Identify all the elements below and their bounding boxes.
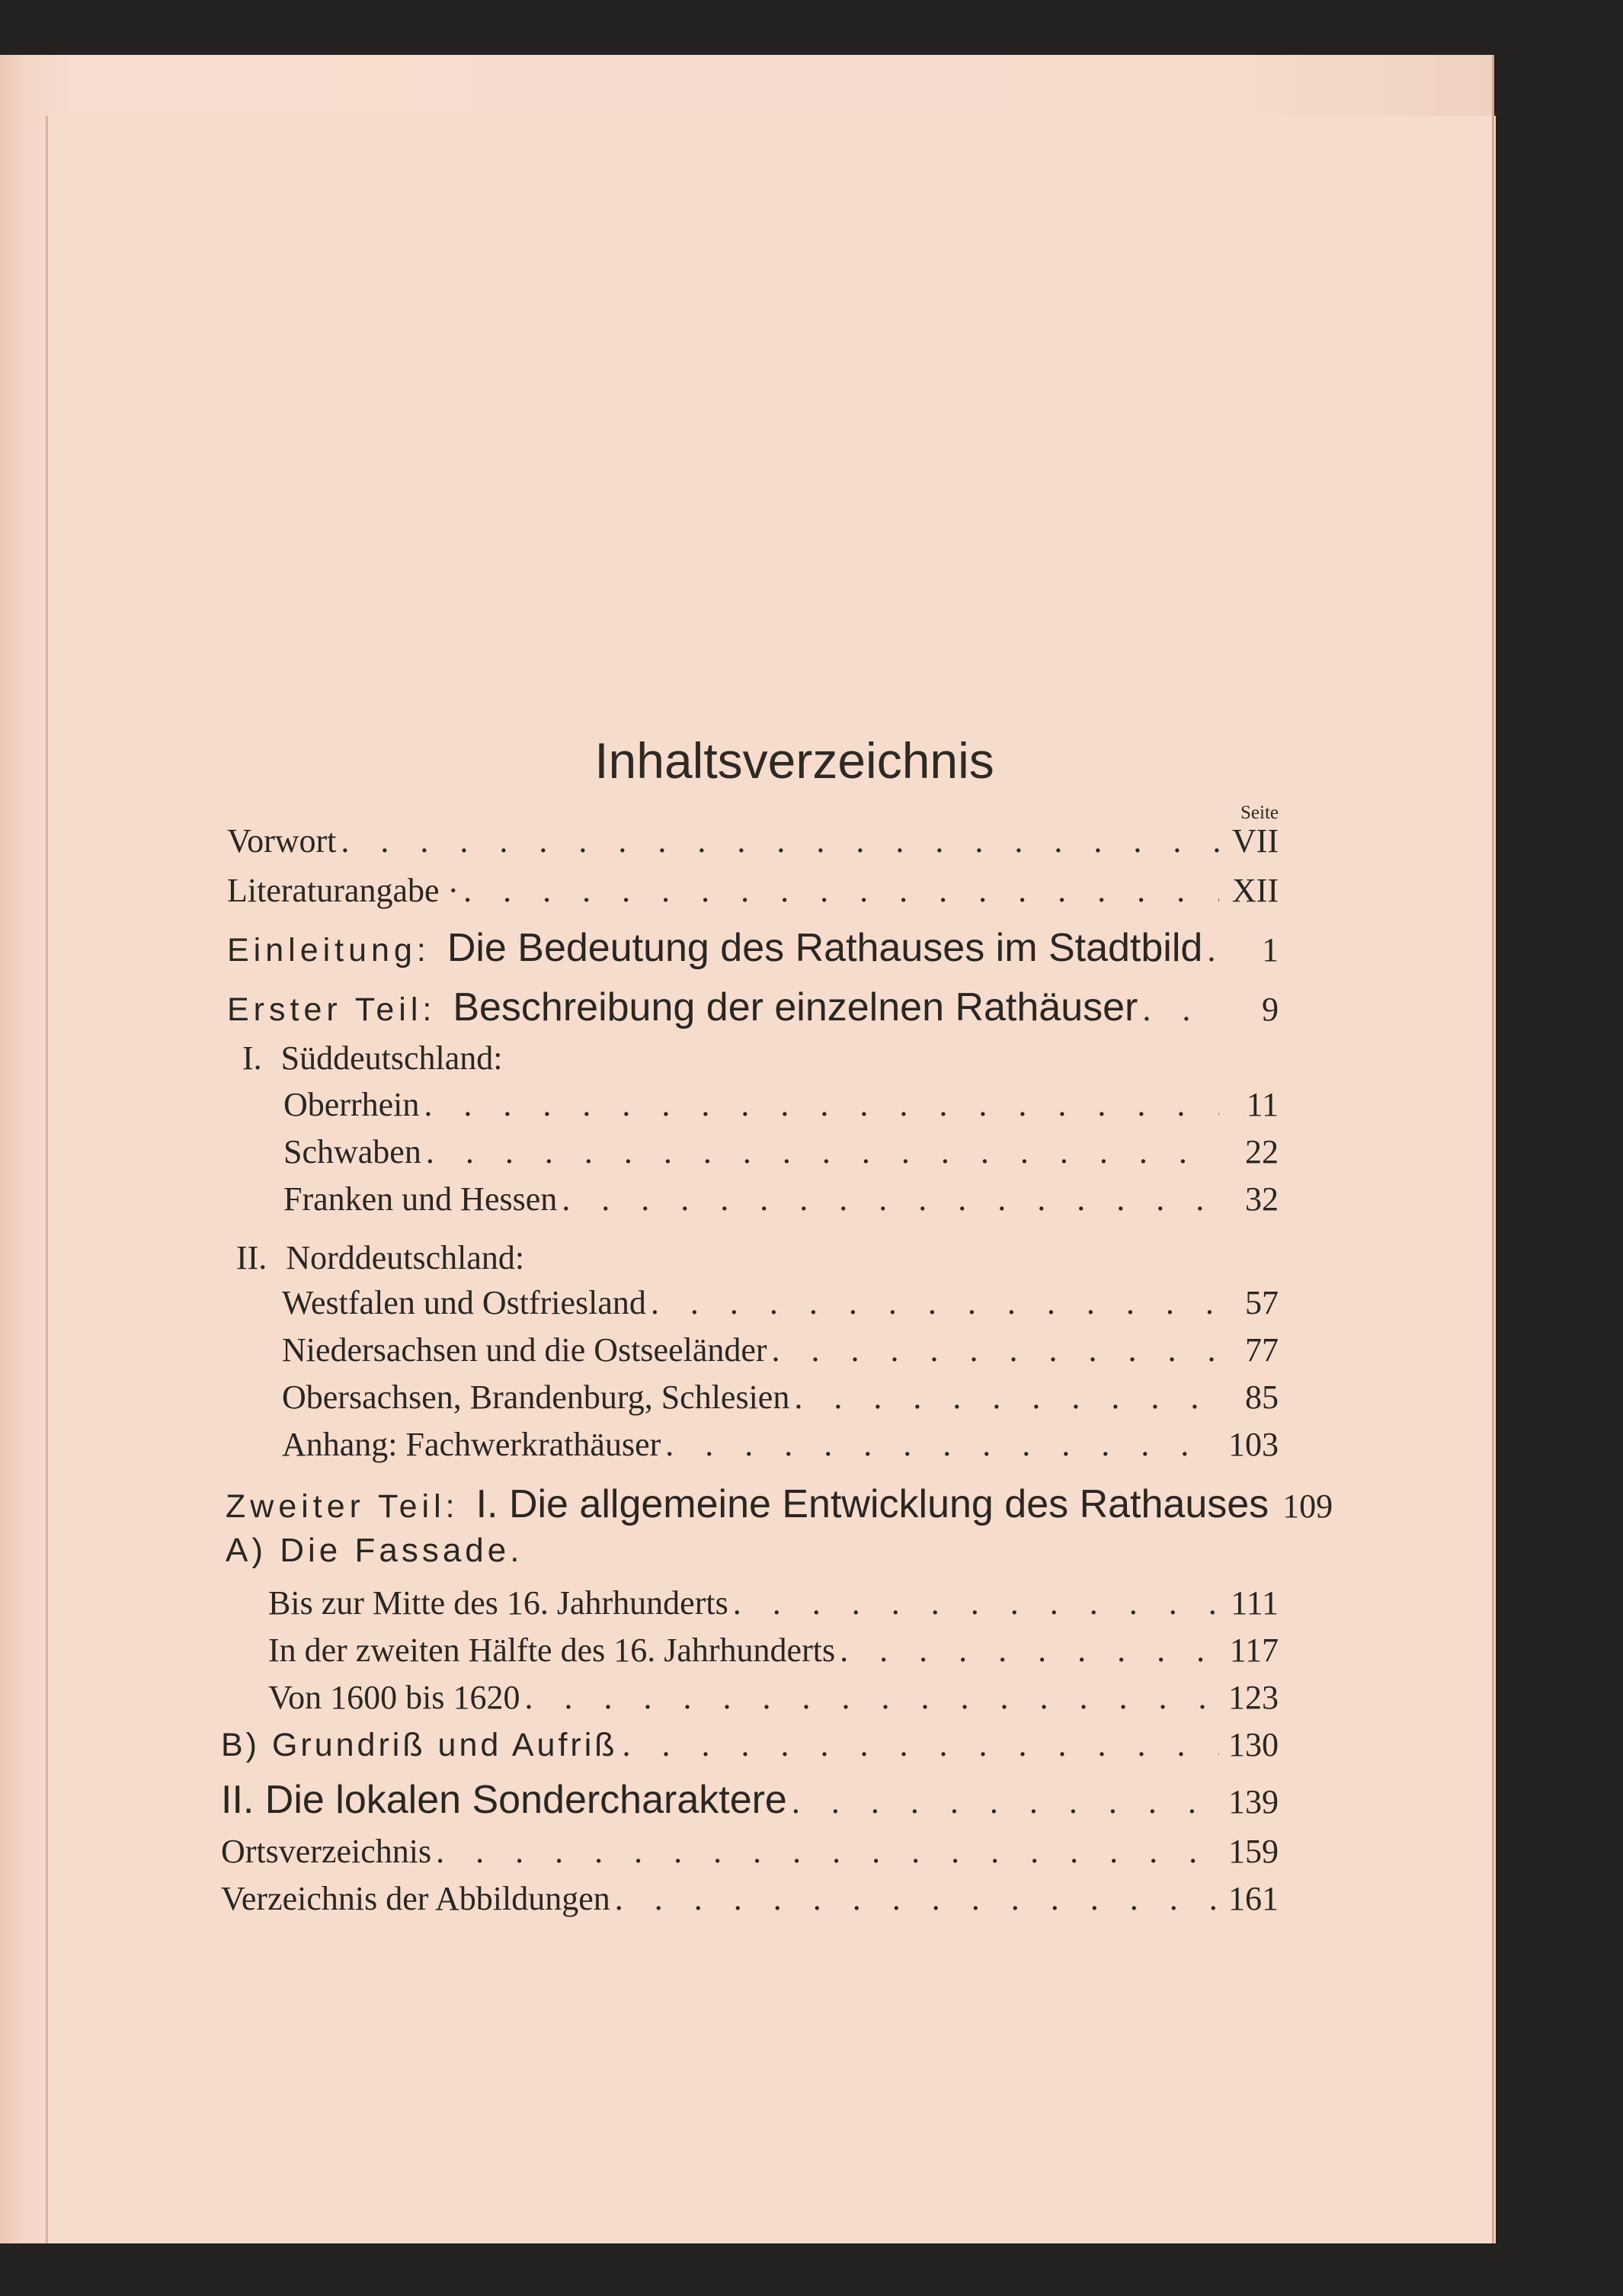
toc-entry-lokale-sondercharaktere [221,1780,1279,1820]
page-title: Inhaltsverzeichnis [594,732,994,789]
toc-entry-erster-teil [227,985,1279,1030]
toc-page-number: 161 [1228,1880,1279,1917]
toc-entry-niedersachsen [282,1331,1279,1369]
dot-leader [615,1882,1219,1916]
toc-entry-grundriss [221,1728,1279,1762]
dot-leader [436,1835,1219,1869]
page-surface [46,116,1496,2243]
toc-entry-lead: Einleitung: [227,932,431,969]
toc-page-number: 117 [1229,1632,1279,1669]
toc-entry-title: I. Die allgemeine Entwicklung des Rathauses [475,1482,1269,1526]
toc-entry-einleitung [227,928,1279,968]
toc-entry-title: Die Bedeutung des Rathauses im Stadtbild [447,926,1203,970]
toc-entry-obersachsen [282,1381,1279,1414]
toc-entry-westfalen [282,1286,1279,1320]
section-title: Süddeutschland: [280,1039,503,1077]
dot-leader [840,1634,1219,1667]
toc-entry-title: Verzeichnis der Abbildungen [221,1880,610,1917]
toc-entry-1600-1620 [268,1681,1279,1715]
toc-entry-title: B) Grundriß und Aufriß [221,1727,618,1763]
toc-entry-zweite-haelfte [268,1634,1279,1667]
toc-page-number: 111 [1231,1584,1279,1622]
dot-leader [623,1728,1219,1762]
toc-entry-title: Schwaben [283,1133,421,1170]
toc-entry-title: Ortsverzeichnis [221,1833,432,1870]
toc-entry-vorwort [227,822,1279,860]
dot-leader [772,1334,1219,1367]
dot-leader [1142,993,1219,1026]
toc-page-number: 77 [1245,1331,1279,1369]
dot-leader [341,825,1219,858]
section-numeral: I. [242,1039,262,1077]
toc-page-number: 1 [1262,931,1279,969]
dot-leader [524,1681,1219,1715]
toc-entry-ortsverzeichnis [221,1835,1279,1869]
toc-entry-title: Literaturangabe · [227,872,459,909]
dot-leader [792,1785,1219,1819]
toc-page-number: 32 [1245,1180,1279,1218]
dot-leader [463,874,1219,908]
toc-entry-anhang [282,1428,1279,1462]
toc-entry-oberrhein [283,1088,1279,1122]
toc-page-number: 130 [1228,1726,1279,1763]
toc-entry-title: Oberrhein [283,1086,420,1123]
toc-section-norddeutschland [236,1238,524,1277]
toc-entry-title: Niedersachsen und die Ostseeländer [282,1331,767,1369]
toc-page-number: 57 [1245,1284,1279,1321]
toc-entry-title: Beschreibung der einzelnen Rathäuser [453,985,1138,1030]
toc-page-number: 139 [1228,1783,1279,1820]
section-numeral: II. [236,1239,267,1276]
dot-leader [1207,933,1219,967]
toc-entry-title: Bis zur Mitte des 16. Jahrhunderts [268,1584,728,1622]
toc-entry-zweiter-teil [226,1482,1333,1526]
page-column-label: Seite [1240,802,1279,823]
toc-page-number: XII [1231,872,1279,909]
toc-entry-abbildungen [221,1882,1279,1916]
toc-entry-title: Franken und Hessen [283,1180,558,1218]
dot-leader [651,1286,1219,1320]
toc-entry-title: Westfalen und Ostfriesland [282,1284,646,1321]
toc-entry-lead: Erster Teil: [227,991,437,1028]
toc-page-number: 85 [1245,1379,1279,1416]
toc-page-number: 11 [1246,1086,1279,1123]
toc-page-number: 22 [1245,1133,1279,1170]
toc-entry-literaturangabe [227,874,1279,908]
toc-page-number: 9 [1262,991,1279,1028]
dot-leader [562,1183,1219,1216]
toc-entry-title: In der zweiten Hälfte des 16. Jahrhunderts [268,1632,836,1669]
toc-entry-lead: Zweiter Teil: [226,1488,459,1525]
toc-page-number: 103 [1228,1426,1279,1463]
toc-entry-title: Von 1600 bis 1620 [268,1679,520,1716]
toc-page-number: 123 [1228,1679,1279,1716]
toc-entry-title: Vorwort [227,822,337,860]
dot-leader [424,1088,1219,1122]
page-edge [1492,55,1494,2243]
toc-entry-schwaben [283,1135,1279,1169]
toc-entry-franken-hessen [283,1180,1279,1218]
toc-page-number: 109 [1282,1487,1333,1525]
toc-page-number: 159 [1228,1833,1279,1870]
dot-leader [794,1381,1219,1414]
section-title: Norddeutschland: [286,1239,525,1276]
toc-entry-mitte-16-jh [268,1584,1279,1622]
dot-leader [733,1587,1219,1620]
dot-leader [665,1428,1219,1462]
toc-entry-title: Anhang: Fachwerkrathäuser [282,1426,661,1463]
toc-section-sueddeutschland [242,1039,503,1078]
toc-entry-title: Obersachsen, Brandenburg, Schlesien [282,1379,790,1416]
toc-entry-title: II. Die lokalen Sondercharaktere [221,1778,787,1822]
toc-section-fassade: A) Die Fassade. [226,1532,523,1569]
dot-leader [426,1135,1219,1169]
toc-page-number: VII [1231,822,1279,860]
